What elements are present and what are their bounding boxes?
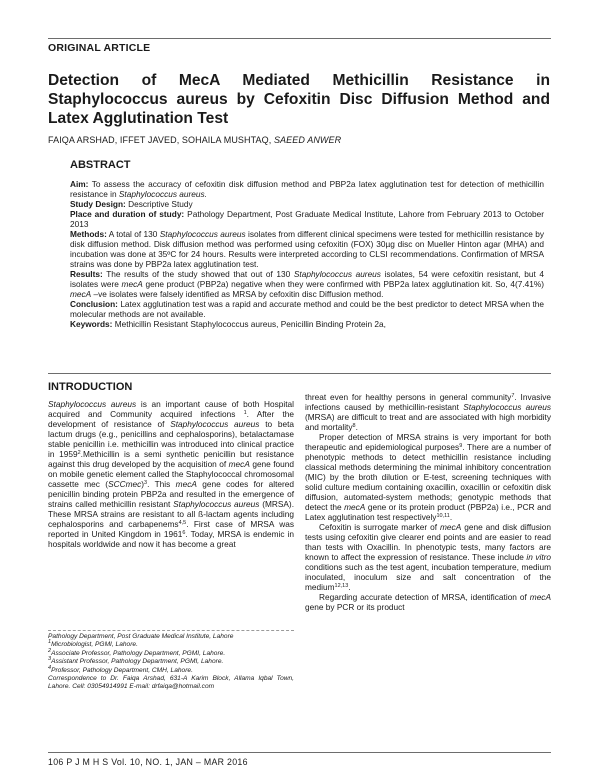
title-line-2: Staphylococcus aureus by Cefoxitin Disc Diffusion Method and (48, 91, 550, 108)
footnote-author-4: $^4$Professor, Pathology Department, CMH, Lahore. (48, 664, 193, 674)
footer-rule (48, 752, 551, 753)
intro-paragraph-right-2: Proper detection of MRSA strains is very important for both therapeutic and epidemiological purposes$^9$. There are a number of phenotypic methods to detect methicillin resistance including classical methods determining the minimal inhibitory concentration (MIC) by the broth dilution or E-test, screening techniques with solid culture medium containing oxacillin, oxacillin or cefoxitin disk diffusion, automated-system methods; genotypic methods that detect the mecA gene or its protein product (PBP2a) i.e., PCR and Latex agglutination test respectively$^{10,11}$. (305, 432, 552, 522)
section-label: ORIGINAL ARTICLE (48, 42, 151, 54)
author-list (48, 135, 341, 145)
abstract-rule (48, 373, 551, 374)
abstract-aim: Aim: To assess the accuracy of cefoxitin disk diffusion method and PBP2a latex agglutination test for detection of methicillin resistance in Staphylococcus aureus. (70, 179, 545, 199)
page-footer: 106 P J M H S Vol. 10, NO. 1, JAN – MAR 2016 (48, 757, 248, 767)
footnote-author-3: $^3$Assistant Professor, Pathology Department, PGMI, Lahore. (48, 656, 224, 666)
article-title (48, 71, 550, 128)
title-line-1: Detection of MecA Mediated Methicillin Resistance in (48, 72, 550, 89)
introduction-heading: INTRODUCTION (48, 381, 133, 393)
abstract-keywords: Keywords: Methicillin Resistant Staphylococcus aureus, Penicillin Binding Protein 2a, (70, 319, 386, 330)
intro-paragraph-1: Staphylococcus aureus is an important cause of both Hospital acquired and Community acquired infections $^1$. After the development of resistance of Staphylococcus aureus to beta lactum drugs (e.g., penicillins and cephalosporins), betalactamase stable penicillin i.e. methicillin was introduced into clinical practice in 1959$^2$.Methicillin is a semi synthetic penicillin but resistance against this drug developed by the acquisition of mecA gene found on mobile genetic element called the Staphylococcal chromosomal cassette mec (SCCmec)$^3$. This mecA gene codes for altered penicillin binding protein PBP2a and resulted in the emergence of strains called methicillin resistant Staphylococcus aureus (MRSA). These MRSA strains are resistant to all ß-lactam agents including cephalosporins and carbapenems$^{4,5}$. First case of MRSA was reported in United Kingdom in 1961$^6$. Today, MRSA is endemic in hospitals worldwide and now it has become a great (48, 399, 295, 549)
footnote-author-1: $^1$Microbiologist, PGMI, Lahore. (48, 639, 138, 649)
top-rule (48, 38, 551, 39)
introduction-right-column (305, 392, 551, 612)
intro-paragraph-right-1: threat even for healthy persons in general community$^7$. Invasive infections caused by methicillin-resistant Staphylococcus aureus (MRSA) are difficult to treat and are associated with high morbidity and mortality$^8$. (305, 392, 551, 432)
intro-paragraph-right-4: Regarding accurate detection of MRSA, identification of mecA gene by PCR or its product (305, 592, 551, 612)
abstract-design: Study Design: Descriptive Study (70, 199, 193, 210)
title-line-3: Latex Agglutination Test (48, 110, 229, 127)
abstract-place: Place and duration of study: Pathology Department, Post Graduate Medical Institute, Lahore from February 2013 to October 2013 (70, 209, 544, 230)
footnote-divider (48, 630, 294, 631)
intro-paragraph-right-3: Cefoxitin is surrogate marker of mecA gene and disk diffusion tests using cefoxitin give clearer end points and are easier to read than tests with Oxacillin. In phenotypic tests, many factors are known to affect the expression of resistance. These include in vitro conditions such as the test agent, incubation temperature, medium inoculated, inoculum size and salt concentration of the medium$^{12,13}$. (305, 522, 552, 592)
abstract-results: Results: The results of the study showed that out of 130 Staphylococcus aureus isolates, 54 were cefoxitin resistant, but 4 isolates were mecA gene product (PBP2a) negative when they were confirmed with PBP2a latex agglutination kit. So, 4(7.41%) mecA –ve isolates were falsely identified as MRSA by cefoxitin disc Diffusion method. (70, 269, 545, 300)
footnotes (48, 633, 294, 692)
authors-plain: FAIQA ARSHAD, IFFET JAVED, SOHAILA MUSHTAQ, (48, 135, 274, 145)
abstract-body (70, 180, 544, 331)
introduction-left-column (48, 399, 294, 549)
footnote-author-2: $^2$Associate Professor, Pathology Department, PGMI, Lahore. (48, 647, 226, 657)
authors-italic: SAEED ANWER (273, 135, 342, 145)
abstract-methods: Methods: A total of 130 Staphylococcus aureus isolates from different clinical specimens were tested for methicillin resistance by disk diffusion method. Disk diffusion method was performed using cefoxitin (FOX) 30µg disc on Mueller Hinton agar (MHA) and incubation was done at 35ºC for 24 hours. Results were interpreted according to CLSI recommendations. Confirmation of MRSA strains was done by PBP2a latex agglutination test. (70, 229, 544, 270)
footnote-affiliation: Pathology Department, Post Graduate Medical Institute, Lahore (48, 633, 234, 640)
abstract-heading: ABSTRACT (70, 159, 131, 171)
footnote-correspondence: Correspondence to Dr. Faiqa Arshad, 631-A Karim Block, Allama Iqbal Town, Lahore. Cell: 03054914991 E-mail: drfaiqa@hotmail.com (48, 675, 294, 691)
abstract-conclusion: Conclusion: Latex agglutination test was a rapid and accurate method and could be the best predictor to detect MRSA when the molecular methods are not available. (70, 299, 544, 320)
